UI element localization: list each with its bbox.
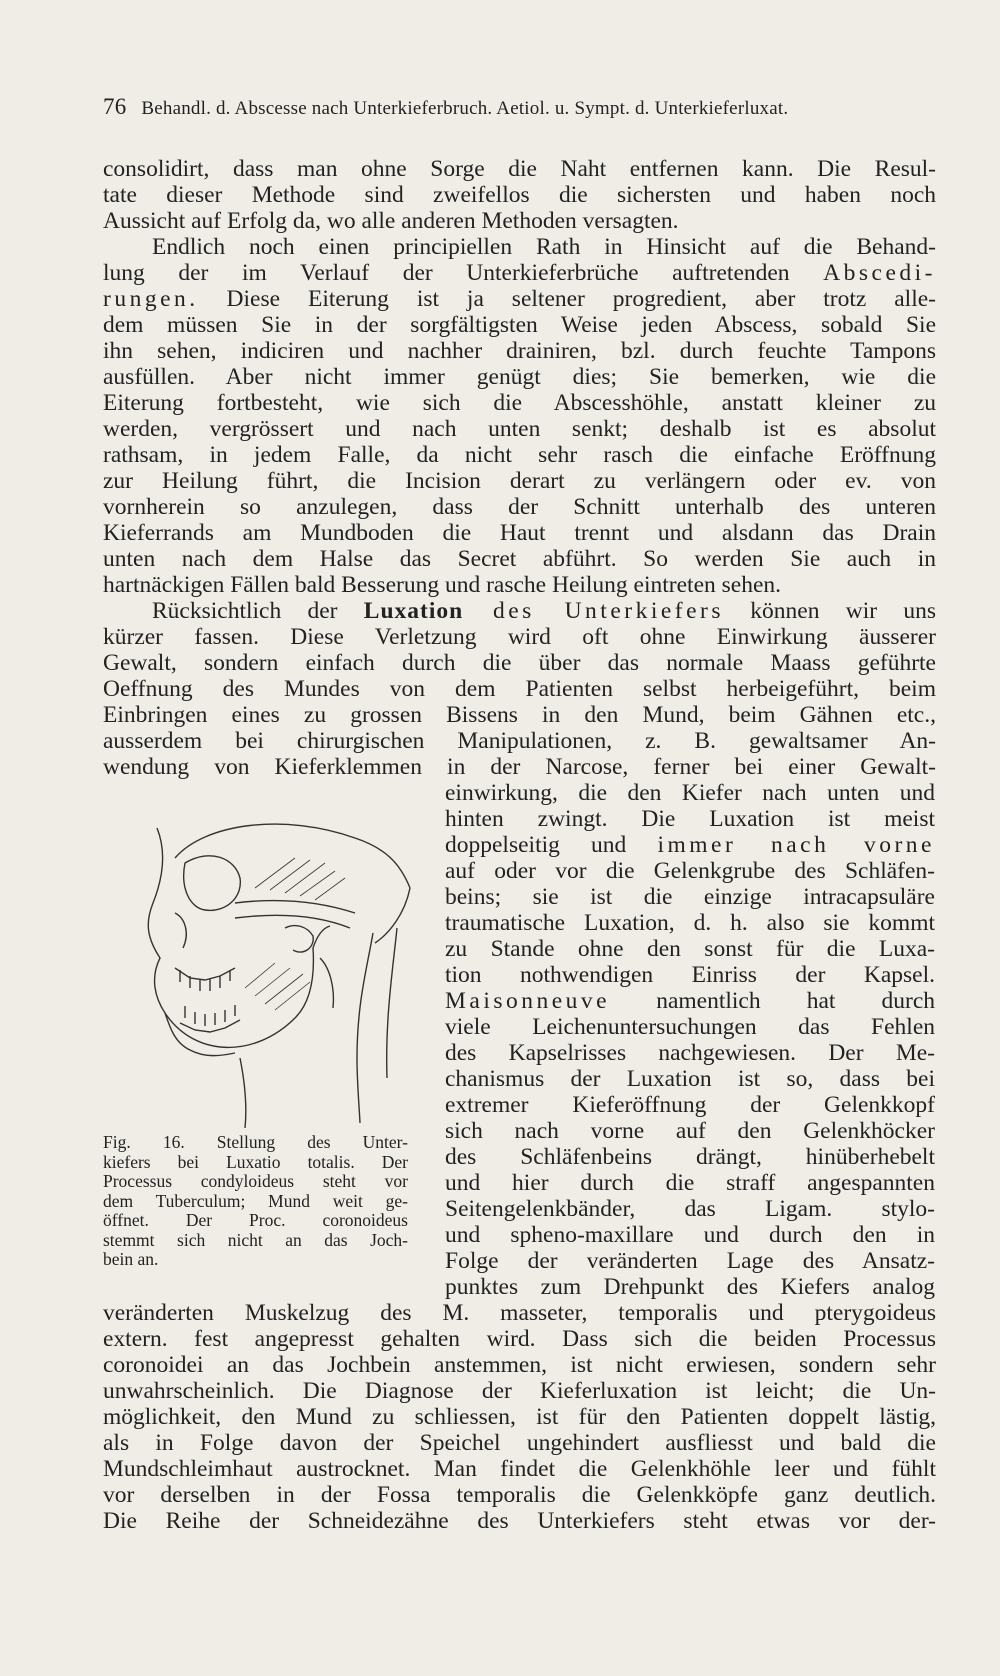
emphasis-text: immer nach vorne [657,832,935,858]
text-span: Rücksichtlich der [152,598,364,624]
text-line: unten nach dem Halse das Secret abführt. So werden Sie auch in [103,546,936,572]
text-line: vor derselben in der Fossa temporalis die Gelenkköpfe ganz deutlich. [103,1482,936,1508]
text-line: chanismus der Luxation ist so, dass bei [445,1066,935,1092]
text-span: können wir uns [724,598,936,624]
text-line: tion nothwendigen Einriss der Kapsel. [445,962,935,988]
emphasis-text: rungen. [103,286,199,312]
skull-figure [135,818,435,1128]
skull-illustration [135,818,435,1128]
text-span: namentlich hat durch [610,988,935,1014]
keyword-luxation: Luxation [363,598,464,624]
caption-line: bein an. [103,1249,159,1269]
text-line: dem müssen Sie in der sorgfältigsten Weise jeden Abscess, sobald Sie [103,312,936,338]
text-line: veränderten Muskelzug des M. masseter, temporalis und pterygoideus [103,1300,936,1326]
text-line: Eiterung fortbesteht, wie sich die Abscesshöhle, anstatt kleiner zu [103,390,936,416]
caption-line: Processus condyloideus steht vor [103,1171,408,1191]
text-line: rathsam, in jedem Falle, da nicht sehr rasch die einfache Eröffnung [103,442,936,468]
text-line: ausfüllen. Aber nicht immer genügt dies; Sie bemerken, wie die [103,364,936,390]
text-line: extremer Kieferöffnung der Gelenkkopf [445,1092,935,1118]
text-line: unwahrscheinlich. Die Diagnose der Kieferluxation ist leicht; die Un- [103,1378,936,1404]
page-number: 76 [103,94,127,119]
text-line: des Kapselrisses nachgewiesen. Der Me- [445,1040,935,1066]
text-line: als in Folge davon der Speichel ungehindert ausfliesst und bald die [103,1430,936,1456]
text-line [445,832,935,858]
text-line: viele Leichenuntersuchungen das Fehlen [445,1014,935,1040]
caption-line: kiefers bei Luxatio totalis. Der [103,1151,408,1172]
text-line: einwirkung, die den Kiefer nach unten und [445,780,935,806]
text-line: ihn sehen, indiciren und nachher drainiren, bzl. durch feuchte Tampons [103,338,936,364]
text-line: beins; sie ist die einzige intracapsuläre [445,884,935,910]
text-line: Seitengelenkbänder, das Ligam. stylo- [445,1196,935,1222]
text-line: sich nach vorne auf den Gelenkhöcker [445,1118,935,1144]
text-line: ausserdem bei chirurgischen Manipulationen, z. B. gewaltsamer An- [103,728,936,754]
text-line: traumatische Luxation, d. h. also sie kommt [445,910,935,936]
text-line: vornherein so anzulegen, dass der Schnitt unterhalb des unteren [103,494,936,520]
caption-line: stemmt sich nicht an das Joch- [103,1229,408,1250]
text-line [103,260,936,286]
text-line: Aussicht auf Erfolg da, wo alle anderen Methoden versagten. [103,208,679,234]
text-line: Mundschleimhaut austrocknet. Man findet die Gelenkhöhle leer und fühlt [103,1456,936,1482]
text-line: zur Heilung führt, die Incision derart zu verlängern oder ev. von [103,468,936,494]
running-title: Behandl. d. Abscesse nach Unterkieferbruch. Aetiol. u. Sympt. d. Unterkieferluxat. [141,98,789,119]
text-line: und hier durch die straff angespannten [445,1170,935,1196]
text-line [103,598,936,624]
figure-caption [103,1133,408,1270]
text-line: tate dieser Methode sind zweifellos die sichersten und haben noch [103,182,936,208]
text-line: coronoidei an das Jochbein anstemmen, ist nicht erwiesen, sondern sehr [103,1352,936,1378]
text-line: Kieferrands am Mundboden die Haut trennt und alsdann das Drain [103,520,936,546]
caption-line: dem Tuberculum; Mund weit ge- [103,1190,408,1211]
text-line: Gewalt, sondern einfach durch die über das normale Maass geführte [103,650,936,676]
text-line: extern. fest angepresst gehalten wird. Dass sich die beiden Processus [103,1326,936,1352]
text-line: auf oder vor die Gelenkgrube des Schläfen- [445,858,935,884]
text-line: werden, vergrössert und nach unten senkt; deshalb ist es absolut [103,416,936,442]
caption-line: öffnet. Der Proc. coronoideus [103,1210,408,1230]
text-line: Folge der veränderten Lage des Ansatz- [445,1248,935,1274]
text-line: Endlich noch einen principiellen Rath in Hinsicht auf die Behand- [152,234,936,260]
text-line: consolidirt, dass man ohne Sorge die Naht entfernen kann. Die Resul- [103,156,936,182]
text-line: hinten zwingt. Die Luxation ist meist [445,806,935,832]
text-span: lung der im Verlauf der Unterkieferbrüche auftretenden [103,260,824,286]
text-line: zu Stande ohne den sonst für die Luxa- [445,936,935,962]
text-line: Die Reihe der Schneidezähne des Unterkiefers steht etwas vor der- [103,1508,936,1534]
caption-line: Fig. 16. Stellung des Unter- [103,1132,408,1152]
text-line: und spheno-maxillare und durch den in [445,1222,935,1248]
text-line: wendung von Kieferklemmen in der Narcose, ferner bei einer Gewalt- [103,754,936,780]
text-line: des Schläfenbeins drängt, hinüberhebelt [445,1144,935,1170]
text-line: punktes zum Drehpunkt des Kiefers analog [445,1274,935,1300]
running-header [103,94,938,120]
emphasis-text: Abscedi- [823,260,936,286]
text-line [445,988,935,1014]
emphasis-text: Unterkiefers [564,598,725,624]
emphasis-text: des [463,598,565,624]
text-line: möglichkeit, den Mund zu schliessen, ist für den Patienten doppelt lästig, [103,1404,936,1430]
text-line [103,286,936,312]
text-span: Diese Eiterung ist ja seltener progredient, aber trotz alle- [198,286,936,312]
text-line: Oeffnung des Mundes von dem Patienten selbst herbeigeführt, beim [103,676,936,702]
text-line: Einbringen eines zu grossen Bissens in den Mund, beim Gähnen etc., [103,702,936,728]
text-line: hartnäckigen Fällen bald Besserung und rasche Heilung eintreten sehen. [103,572,782,598]
text-line: kürzer fassen. Diese Verletzung wird oft ohne Einwirkung äusserer [103,624,936,650]
author-name: Maisonneuve [445,988,611,1014]
text-span: doppelseitig und [445,832,658,858]
